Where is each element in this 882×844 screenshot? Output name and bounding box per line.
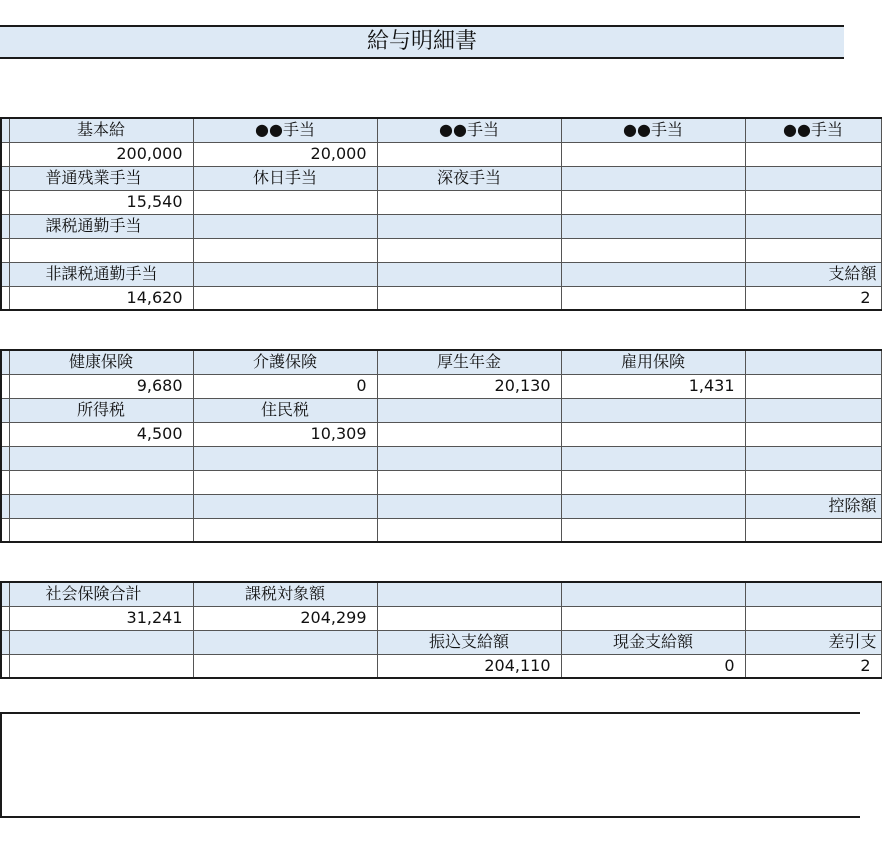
item-value-cell (745, 470, 881, 494)
item-value-cell (561, 238, 745, 262)
item-value-cell: 20,130 (377, 374, 561, 398)
item-label-cell (561, 262, 745, 286)
item-label-cell (561, 446, 745, 470)
item-value-cell: 15,540 (9, 190, 193, 214)
row-edge-cell (1, 654, 9, 678)
row-edge-cell (1, 446, 9, 470)
item-value-cell: 0 (561, 654, 745, 678)
item-value-cell (745, 606, 881, 630)
item-value-cell (193, 654, 377, 678)
item-label-cell: 普通残業手当 (9, 166, 193, 190)
item-label-cell (9, 446, 193, 470)
item-label-cell (745, 350, 881, 374)
payments-row (1, 286, 881, 310)
item-value-cell (377, 286, 561, 310)
item-label-cell (745, 166, 881, 190)
item-value-cell (745, 374, 881, 398)
row-edge-cell (1, 606, 9, 630)
row-edge-cell (1, 630, 9, 654)
item-label-cell: 所得税 (9, 398, 193, 422)
item-label-cell: 休日手当 (193, 166, 377, 190)
item-value-cell: 9,680 (9, 374, 193, 398)
item-label-cell: 社会保険合計 (9, 582, 193, 606)
item-label-cell: ●●手当 (745, 118, 881, 142)
row-edge-cell (1, 238, 9, 262)
item-value-cell (377, 142, 561, 166)
item-value-cell (745, 422, 881, 446)
item-label-cell (193, 494, 377, 518)
item-label-cell (377, 582, 561, 606)
row-edge-cell (1, 286, 9, 310)
item-label-cell (193, 214, 377, 238)
item-label-cell: 住民税 (193, 398, 377, 422)
item-value-cell (9, 470, 193, 494)
item-label-cell (561, 214, 745, 238)
item-value-cell (193, 238, 377, 262)
item-value-cell: 4,500 (9, 422, 193, 446)
item-value-cell: 14,620 (9, 286, 193, 310)
item-label-cell (745, 214, 881, 238)
item-value-cell (561, 518, 745, 542)
payments-row (1, 262, 881, 286)
payments-table (0, 117, 882, 311)
row-edge-cell (1, 494, 9, 518)
item-value-cell: 31,241 (9, 606, 193, 630)
deductions-row (1, 422, 881, 446)
row-edge-cell (1, 582, 9, 606)
item-value-cell (377, 470, 561, 494)
document-title: 給与明細書 (0, 25, 844, 59)
item-value-cell (561, 286, 745, 310)
row-edge-cell (1, 374, 9, 398)
item-label-cell: 深夜手当 (377, 166, 561, 190)
item-label-cell: ●●手当 (377, 118, 561, 142)
item-value-cell (745, 238, 881, 262)
item-value-cell (9, 654, 193, 678)
item-label-cell: 課税通勤手当 (9, 214, 193, 238)
item-value-cell (745, 142, 881, 166)
item-label-cell (9, 630, 193, 654)
item-label-cell: 厚生年金 (377, 350, 561, 374)
item-value-cell (193, 470, 377, 494)
item-label-cell (377, 214, 561, 238)
item-value-cell (377, 606, 561, 630)
item-label-cell: 健康保険 (9, 350, 193, 374)
item-value-cell: 2 (745, 286, 881, 310)
totals-row (1, 654, 881, 678)
item-label-cell (745, 446, 881, 470)
totals-row (1, 582, 881, 606)
payments-row (1, 190, 881, 214)
row-edge-cell (1, 422, 9, 446)
item-label-cell: ●●手当 (193, 118, 377, 142)
row-edge-cell (1, 142, 9, 166)
deductions-row (1, 374, 881, 398)
item-label-cell: 振込支給額 (377, 630, 561, 654)
item-label-cell: 現金支給額 (561, 630, 745, 654)
item-value-cell (745, 190, 881, 214)
deductions-row (1, 446, 881, 470)
item-value-cell: 0 (193, 374, 377, 398)
deductions-row (1, 518, 881, 542)
item-value-cell (193, 190, 377, 214)
item-label-cell (745, 582, 881, 606)
item-label-cell (9, 494, 193, 518)
item-value-cell (377, 190, 561, 214)
item-label-cell (377, 446, 561, 470)
totals-row (1, 630, 881, 654)
item-label-cell: 課税対象額 (193, 582, 377, 606)
item-value-cell (561, 190, 745, 214)
row-edge-cell (1, 166, 9, 190)
row-edge-cell (1, 470, 9, 494)
item-label-cell (561, 166, 745, 190)
deductions-row (1, 494, 881, 518)
item-value-cell (561, 422, 745, 446)
item-value-cell (561, 142, 745, 166)
row-edge-cell (1, 262, 9, 286)
item-label-cell: 非課税通勤手当 (9, 262, 193, 286)
row-edge-cell (1, 518, 9, 542)
item-value-cell: 20,000 (193, 142, 377, 166)
item-label-cell (377, 262, 561, 286)
item-label-cell (193, 630, 377, 654)
item-value-cell: 2 (745, 654, 881, 678)
item-value-cell: 204,299 (193, 606, 377, 630)
item-label-cell: 差引支 (745, 630, 881, 654)
deductions-row (1, 470, 881, 494)
item-label-cell (561, 582, 745, 606)
row-edge-cell (1, 214, 9, 238)
deductions-row (1, 398, 881, 422)
item-value-cell (377, 238, 561, 262)
item-value-cell: 1,431 (561, 374, 745, 398)
item-label-cell: 基本給 (9, 118, 193, 142)
item-value-cell (377, 518, 561, 542)
item-value-cell (561, 606, 745, 630)
payments-row (1, 118, 881, 142)
deductions-table (0, 349, 882, 543)
item-value-cell: 10,309 (193, 422, 377, 446)
item-value-cell (377, 422, 561, 446)
item-label-cell (193, 446, 377, 470)
payments-row (1, 166, 881, 190)
item-label-cell (745, 398, 881, 422)
item-label-cell: 雇用保険 (561, 350, 745, 374)
item-value-cell: 204,110 (377, 654, 561, 678)
item-value-cell (745, 518, 881, 542)
row-edge-cell (1, 350, 9, 374)
deductions-row (1, 350, 881, 374)
row-edge-cell (1, 398, 9, 422)
payments-row (1, 142, 881, 166)
item-label-cell: 控除額 (745, 494, 881, 518)
row-edge-cell (1, 118, 9, 142)
item-value-cell (9, 518, 193, 542)
item-label-cell: 介護保険 (193, 350, 377, 374)
payments-row (1, 238, 881, 262)
item-label-cell (377, 398, 561, 422)
item-value-cell (561, 470, 745, 494)
item-label-cell: 支給額 (745, 262, 881, 286)
item-value-cell (193, 518, 377, 542)
item-label-cell (193, 262, 377, 286)
item-value-cell (9, 238, 193, 262)
item-label-cell (561, 398, 745, 422)
totals-row (1, 606, 881, 630)
item-label-cell (377, 494, 561, 518)
item-value-cell (193, 286, 377, 310)
item-value-cell: 200,000 (9, 142, 193, 166)
item-label-cell (561, 494, 745, 518)
totals-table (0, 581, 882, 679)
payments-row (1, 214, 881, 238)
row-edge-cell (1, 190, 9, 214)
remarks-area (0, 712, 860, 818)
item-label-cell: ●●手当 (561, 118, 745, 142)
